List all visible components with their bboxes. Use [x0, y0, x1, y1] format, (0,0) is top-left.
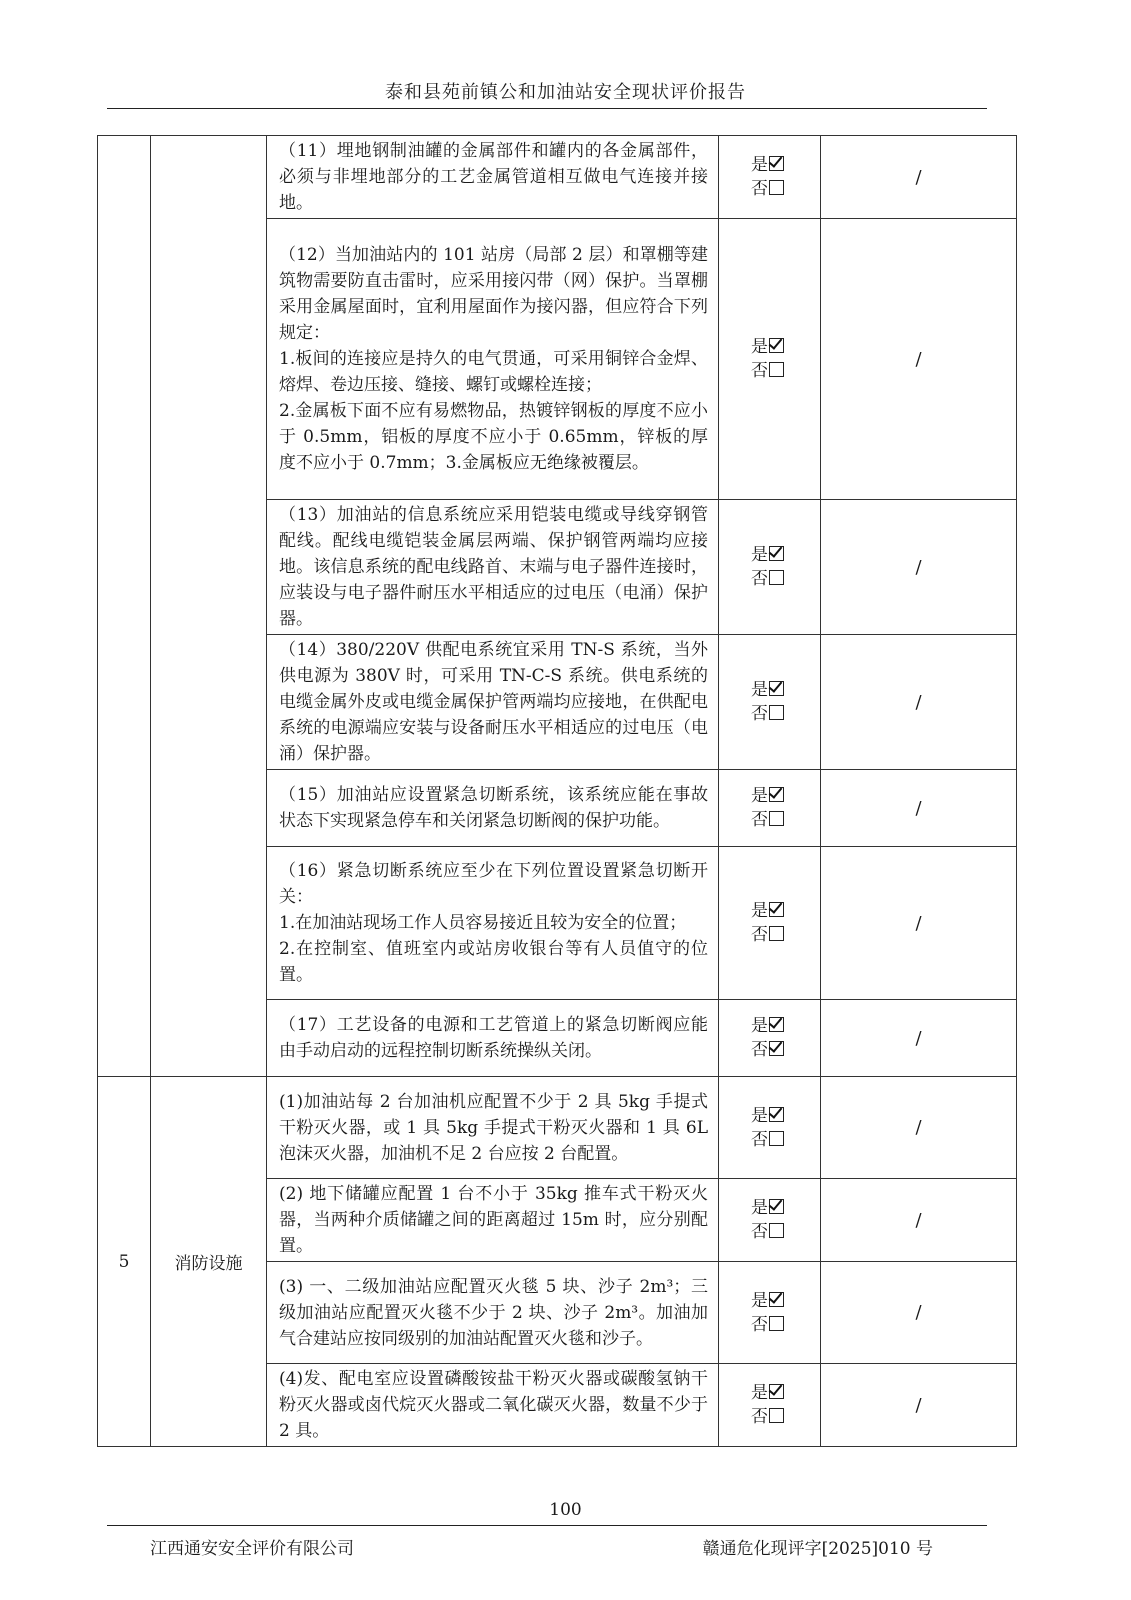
yes-checkbox-icon — [769, 1292, 784, 1307]
result-cell — [719, 1000, 821, 1077]
no-option — [751, 923, 820, 947]
no-checkbox-icon — [769, 1041, 784, 1056]
requirement-cell — [267, 1077, 719, 1179]
yes-checkbox-icon — [769, 156, 784, 171]
yes-label: 是 — [751, 1290, 768, 1311]
no-label: 否 — [751, 925, 768, 945]
no-label: 否 — [751, 361, 768, 381]
no-label: 否 — [751, 179, 768, 199]
requirement-text: (2) 地下储罐应配置 1 台不小于 35kg 推车式干粉灭火器，当两种介质储罐之间的距离超过 15m 时，应分别配置。 — [279, 1184, 708, 1256]
no-option — [751, 702, 820, 726]
result-cell — [719, 1179, 821, 1262]
table-row — [98, 136, 1017, 219]
remark-cell — [821, 500, 1017, 635]
no-checkbox-icon — [769, 926, 784, 941]
no-option — [751, 1405, 820, 1429]
yes-checkbox-icon — [769, 1107, 784, 1122]
requirement-text: (1)加油站每 2 台加油机应配置不少于 2 具 5kg 手提式干粉灭火器，或 1 具 5kg 手提式干粉灭火器和 1 具 6L 泡沫灭火器，加油机不足 2 台应按 2 台配置。 — [279, 1091, 708, 1164]
yes-option — [751, 1289, 820, 1313]
requirement-text: （16）紧急切断系统应至少在下列位置设置紧急切断开关： — [279, 861, 708, 907]
result-cell — [719, 770, 821, 847]
yes-checkbox-icon — [769, 1017, 784, 1032]
remark-text: / — [915, 1027, 922, 1049]
no-checkbox-icon — [769, 1316, 784, 1331]
requirement-text: （15）加油站应设置紧急切断系统，该系统应能在事故状态下实现紧急停车和关闭紧急切断阀的保护功能。 — [279, 785, 708, 831]
requirement-text: （12）当加油站内的 101 站房（局部 2 层）和罩棚等建筑物需要防直击雷时，应采用接闪带（网）保护。当罩棚采用金属屋面时，宜利用屋面作为接闪器，但应符合下列规定： — [279, 245, 708, 343]
no-checkbox-icon — [769, 1131, 784, 1146]
result-cell — [719, 219, 821, 500]
yes-checkbox-icon — [769, 546, 784, 561]
remark-text: / — [915, 797, 922, 819]
yes-label: 是 — [751, 1383, 768, 1403]
no-label: 否 — [751, 569, 768, 589]
page-number: 100 — [549, 1500, 582, 1520]
evaluation-table — [97, 135, 1017, 1447]
remark-text: / — [915, 912, 922, 934]
no-checkbox-icon — [769, 1408, 784, 1423]
result-cell — [719, 1262, 821, 1364]
remark-text: / — [915, 166, 922, 188]
item-number: 5 — [118, 1251, 130, 1272]
no-option — [751, 177, 820, 201]
remark-cell — [821, 1000, 1017, 1077]
result-cell — [719, 847, 821, 1000]
result-cell — [719, 1364, 821, 1447]
yes-label: 是 — [751, 545, 768, 565]
remark-text: / — [915, 1209, 922, 1231]
no-label: 否 — [751, 1129, 768, 1150]
item-name-cell — [151, 136, 267, 1077]
item-name-cell — [151, 1077, 267, 1447]
yes-label: 是 — [751, 1105, 768, 1126]
remark-cell — [821, 136, 1017, 219]
remark-cell — [821, 1364, 1017, 1447]
remark-cell — [821, 219, 1017, 500]
no-option — [751, 1128, 820, 1152]
no-checkbox-icon — [769, 811, 784, 826]
remark-text: / — [915, 1394, 922, 1416]
requirement-text: 2.金属板下面不应有易燃物品，热镀锌钢板的厚度不应小于 0.5mm，铝板的厚度不应小于 0.65mm，锌板的厚度不应小于 0.7mm；3.金属板应无绝缘被覆层。 — [279, 401, 708, 473]
remark-text: / — [915, 556, 922, 578]
footer-company: 江西通安安全评价有限公司 — [150, 1539, 354, 1559]
item-number-cell — [98, 136, 151, 1077]
yes-option — [751, 1104, 820, 1128]
requirement-text: （17）工艺设备的电源和工艺管道上的紧急切断阀应能由手动启动的远程控制切断系统操纵关闭。 — [279, 1015, 708, 1061]
yes-option — [751, 1381, 820, 1405]
requirement-cell — [267, 1364, 719, 1447]
no-option — [751, 1038, 820, 1062]
header-divider — [107, 108, 987, 109]
requirement-cell — [267, 219, 719, 500]
yes-label: 是 — [751, 680, 768, 700]
no-checkbox-icon — [769, 362, 784, 377]
requirement-text: （13）加油站的信息系统应采用铠装电缆或导线穿钢管配线。配线电缆铠装金属层两端、保护钢管两端均应接地。该信息系统的配电线路首、末端与电子器件连接时，应装设与电子器件耐压水平相适应的过电压（电涌）保护器。 — [279, 505, 708, 629]
no-option — [751, 359, 820, 383]
no-label: 否 — [751, 1314, 768, 1335]
no-checkbox-icon — [769, 705, 784, 720]
remark-cell — [821, 1077, 1017, 1179]
requirement-text: (3) 一、二级加油站应配置灭火毯 5 块、沙子 2m³；三级加油站应配置灭火毯不少于 2 块、沙子 2m³。加油加气合建站应按同级别的加油站配置灭火毯和沙子。 — [279, 1276, 708, 1349]
footer-divider — [107, 1525, 987, 1526]
remark-cell — [821, 1179, 1017, 1262]
yes-label: 是 — [751, 1198, 768, 1218]
yes-option — [751, 335, 820, 359]
requirement-cell — [267, 770, 719, 847]
yes-label: 是 — [751, 337, 768, 357]
footer-doc-code: 赣通危化现评字[2025]010 号 — [702, 1539, 933, 1559]
no-option — [751, 808, 820, 832]
yes-checkbox-icon — [769, 1199, 784, 1214]
requirement-text: 1.板间的连接应是持久的电气贯通，可采用铜锌合金焊、熔焊、卷边压接、缝接、螺钉或螺栓连接； — [279, 349, 708, 395]
page-header-title: 泰和县苑前镇公和加油站安全现状评价报告 — [385, 82, 746, 103]
no-label: 否 — [751, 1040, 768, 1060]
item-name: 消防设施 — [174, 1254, 243, 1274]
remark-cell — [821, 770, 1017, 847]
yes-label: 是 — [751, 155, 768, 175]
requirement-cell — [267, 635, 719, 770]
table-row — [98, 1077, 1017, 1179]
requirement-text: （14）380/220V 供配电系统宜采用 TN-S 系统，当外供电源为 380V 时，可采用 TN-C-S 系统。供电系统的电缆金属外皮或电缆金属保护管两端均应接地，在供配电系统的电源端应安装与设备耐压水平相适应的过电压（电涌）保护器。 — [279, 640, 708, 764]
yes-option — [751, 899, 820, 923]
requirement-text: 2.在控制室、值班室内或站房收银台等有人员值守的位置。 — [279, 939, 708, 985]
result-cell — [719, 136, 821, 219]
yes-checkbox-icon — [769, 338, 784, 353]
no-label: 否 — [751, 1222, 768, 1242]
result-cell — [719, 500, 821, 635]
requirement-cell — [267, 136, 719, 219]
requirement-cell — [267, 847, 719, 1000]
remark-text: / — [915, 1302, 922, 1323]
yes-checkbox-icon — [769, 902, 784, 917]
yes-option — [751, 1196, 820, 1220]
yes-label: 是 — [751, 1016, 768, 1036]
no-option — [751, 567, 820, 591]
remark-text: / — [915, 691, 922, 713]
result-cell — [719, 1077, 821, 1179]
no-option — [751, 1313, 820, 1337]
yes-option — [751, 153, 820, 177]
yes-label: 是 — [751, 901, 768, 921]
yes-checkbox-icon — [769, 1384, 784, 1399]
yes-option — [751, 678, 820, 702]
yes-checkbox-icon — [769, 681, 784, 696]
yes-checkbox-icon — [769, 787, 784, 802]
no-option — [751, 1220, 820, 1244]
requirement-text: （11）埋地钢制油罐的金属部件和罐内的各金属部件，必须与非埋地部分的工艺金属管道相互做电气连接并接地。 — [279, 141, 708, 213]
result-cell — [719, 635, 821, 770]
remark-cell — [821, 1262, 1017, 1364]
item-number-cell — [98, 1077, 151, 1447]
no-checkbox-icon — [769, 1223, 784, 1238]
requirement-cell — [267, 500, 719, 635]
yes-option — [751, 784, 820, 808]
yes-option — [751, 1014, 820, 1038]
remark-text: / — [915, 348, 922, 370]
remark-text: / — [915, 1117, 922, 1138]
requirement-cell — [267, 1179, 719, 1262]
requirement-text: (4)发、配电室应设置磷酸铵盐干粉灭火器或碳酸氢钠干粉灭火器或卤代烷灭火器或二氧化碳灭火器，数量不少于 2 具。 — [279, 1369, 708, 1441]
remark-cell — [821, 635, 1017, 770]
no-checkbox-icon — [769, 180, 784, 195]
requirement-text: 1.在加油站现场工作人员容易接近且较为安全的位置； — [279, 913, 687, 933]
no-checkbox-icon — [769, 570, 784, 585]
requirement-cell — [267, 1000, 719, 1077]
no-label: 否 — [751, 1407, 768, 1427]
remark-cell — [821, 847, 1017, 1000]
requirement-cell — [267, 1262, 719, 1364]
yes-option — [751, 543, 820, 567]
no-label: 否 — [751, 704, 768, 724]
no-label: 否 — [751, 810, 768, 830]
yes-label: 是 — [751, 786, 768, 806]
